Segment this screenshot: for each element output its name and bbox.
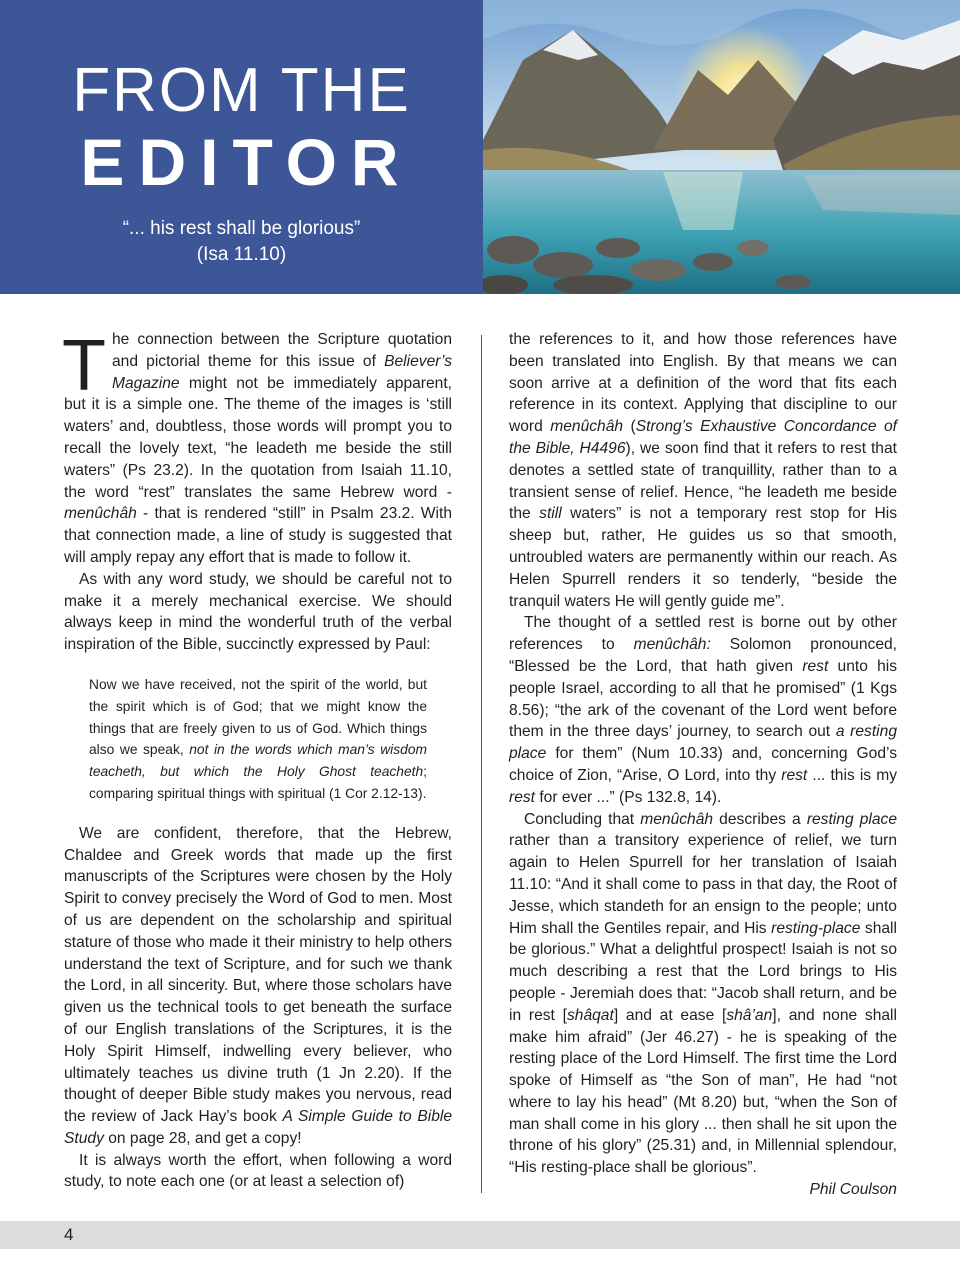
- header-quote-reference: (Isa 11.10): [196, 244, 287, 265]
- italic-span: Strong’s Exhaustive Concordance of the Bible, H4496: [509, 418, 897, 457]
- italic-span: resting-place: [771, 919, 861, 937]
- mountain-lake-image: [483, 0, 960, 294]
- paragraph-3: We are confident, therefore, that the Hebrew, Chaldee and Greek words that made up the first manuscripts of the Scriptures were chosen by the Holy Spirit to convey precisely the Word of God to men. Most of us are dependent on the scholarship and spiritual stature of those who made it their ministry to help others understand the text of Scripture, and for such we thank the Lord, in all sincerity. But, where those scholars have given us the technical tools to get beneath the surface of our English translations of the Scriptures, it is the Holy Spirit Himself, indwelling every believer, who ultimately teaches us divine truth (1 Jn 2.20). If the thought of deeper Bible study makes you nervous, read the review of Jack Hay’s book A Simple Guide to Bible Study on page 28, and get a copy!: [64, 824, 453, 1147]
- italic-span: resting place: [806, 810, 897, 828]
- paragraph-1-text: he connection between the Scripture quotation and pictorial theme for this issue of Believer’s Magazine might not be immediately apparent, but it is a simple one. The theme of the images is ‘still waters’ and, doubtless, those words will prompt you to recall the lovely text, “he leadeth me beside the still waters” (Ps 23.2). In the quotation from Isaiah 11.10, the word “rest” translates the same Hebrew word - menûchâh - that is rendered “still” in Psalm 23.2. With that connection made, a line of study is suggested that will amply repay any effort that is made to follow it.: [64, 331, 452, 566]
- scripture-block-quote: Now we have received, not the spirit of the world, but the spirit which is of God; that we might know the things that are freely given to us of God. Which things also we speak, not in the words which man’s wisdom teacheth, but which the Holy Ghost teacheth; comparing spiritual things with spiritual (1 Cor 2.12-13).: [89, 676, 427, 801]
- italic-span: rest: [781, 766, 808, 784]
- header-panel: [0, 0, 483, 294]
- italic-span: shâqat: [566, 1006, 614, 1024]
- article-column-left: [62, 326, 453, 1193]
- italic-span: menûchâh: [640, 810, 714, 828]
- italic-span: still: [539, 505, 562, 523]
- italic-span: a resting place: [509, 723, 897, 763]
- paragraph-7: Concluding that menûchâh describes a resting place rather than a transitory experience of relief, we turn again to Helen Spurrell for her translation of Isaiah 11.10: “And it shall come to pass in that day, the Root of Jesse, which standeth for an ensign to the people; unto Him shall the Gentiles repair, and His resting-place shall be glorious.” What a delightful prospect! Isaiah is not so much describing a rest that the Lord brings to His people - Jeremiah does that: “Jacob shall return, and be in rest [shâqat] and at ease [shâ’an], and none shall make him afraid” (Jer 46.27) - he is speaking of the resting place of the Lord Himself. The first time the Lord spoke of Himself as “the Son of man”, He had “not where to lay his head” (Mt 8.20) but, “when the Son of man shall come in his glory ... then shall he sit upon the throne of his glory” (25.31) and, in Millennial splendour, “His resting-place shall be glorious”.: [509, 810, 897, 1177]
- page-number: 4: [64, 1225, 74, 1244]
- reflection-right: [803, 172, 960, 215]
- italic-span: not in the words which man’s wisdom teacheth, but which the Holy Ghost teacheth: [89, 742, 427, 780]
- author-signature: Phil Coulson: [809, 1181, 897, 1199]
- italic-span: rest: [509, 788, 535, 806]
- italic-span: menûchâh:: [633, 636, 711, 654]
- footer-bar: [0, 1221, 960, 1249]
- header-quote-text: “... his rest shall be glorious”: [122, 218, 361, 239]
- drop-cap: T: [62, 326, 106, 406]
- paragraph-1: [62, 326, 452, 569]
- italic-span: A Simple Guide to Bible Study: [64, 1108, 453, 1147]
- article-column-right: [509, 329, 897, 1201]
- title-line-1: FROM THE: [72, 56, 411, 125]
- italic-span: menûchâh: [64, 505, 137, 523]
- paragraph-6: The thought of a settled rest is borne out by other references to menûchâh: Solomon pronounced, “Blessed be the Lord, that hath given rest unto his people Israel, according to all that he promised” (1 Kgs 8.56); “the ark of the covenant of the Lord went before them in the three days’ journey, to search out a resting place for them” (Num 10.33) and, concerning God’s choice of Zion, “Arise, O Lord, into thy rest ... this is my rest for ever ...” (Ps 132.8, 14).: [509, 614, 898, 806]
- italic-span: rest: [802, 657, 829, 675]
- italic-span: Believer’s Magazine: [111, 352, 452, 392]
- italic-span: shâ’an: [726, 1006, 773, 1024]
- paragraph-5: the references to it, and how those references have been translated into English. By that means we can soon arrive at a definition of the word that fits each reference in its context. Applying that discipline to our word menûchâh (Strong’s Exhaustive Concordance of the Bible, H4496), we soon find that it refers to rest that denotes a settled state of tranquillity, rather than to a transient sense of relief. Hence, “he leadeth me beside the still waters” is not a temporary rest stop for His sheep but, rather, He guides us so that smooth, untroubled waters are permanently within our reach. As Helen Spurrell renders it so tenderly, “beside the tranquil waters He will gently guide me”.: [509, 331, 898, 610]
- column-divider: [481, 335, 482, 1193]
- paragraph-2: As with any word study, we should be careful not to make it a merely mechanical exercise. We should always keep in mind the wonderful truth of the verbal inspiration of the Bible, succinctly expressed by Paul:: [64, 570, 452, 654]
- paragraph-4: It is always worth the effort, when following a word study, to note each one (or at least a selection of): [64, 1151, 452, 1191]
- italic-span: menûchâh: [550, 418, 624, 436]
- header-quote: [0, 216, 483, 268]
- title-line-2: EDITOR: [80, 125, 413, 199]
